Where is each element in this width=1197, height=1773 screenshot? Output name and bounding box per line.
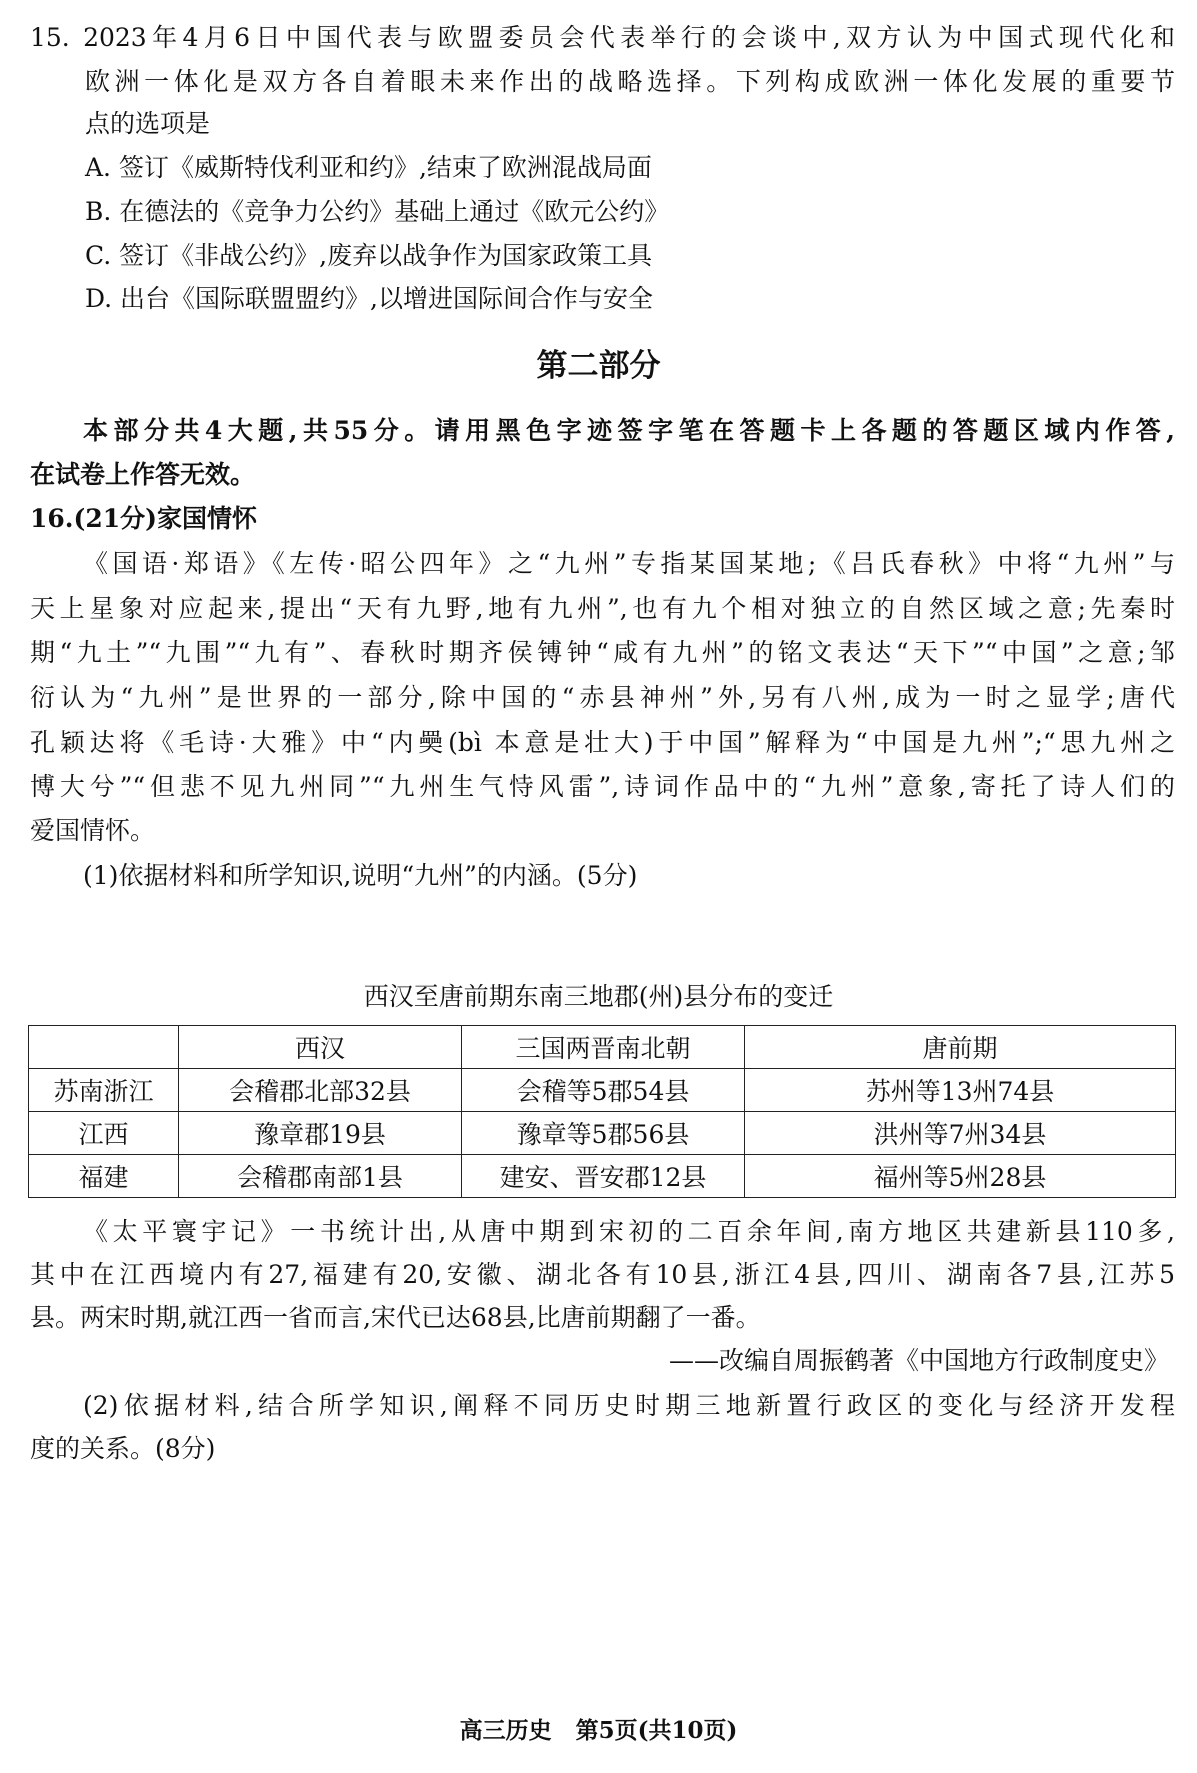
q16-sub2-line-2: 度的关系。(8分) bbox=[30, 1434, 216, 1463]
q16-sub1: (1)依据材料和所学知识,说明“九州”的内涵。(5分) bbox=[83, 861, 638, 890]
table-cell: 会稽等5郡54县 bbox=[462, 1069, 745, 1112]
table-cell: 会稽郡南部1县 bbox=[179, 1155, 462, 1198]
q16-material1-line-3: 期“九土”“九围”“九有”、春秋时期齐侯镈钟“咸有九州”的铭文表达“天下”“中国”之意;邹 bbox=[30, 638, 1175, 667]
material-source-citation: ——改编自周振鹤著《中国地方行政制度史》 bbox=[668, 1346, 1169, 1375]
q16-material1-line-6: 博大兮”“但悲不见九州同”“九州生气恃风雷”,诗词作品中的“九州”意象,寄托了诗人们的 bbox=[30, 772, 1175, 801]
county-distribution-table bbox=[28, 1025, 1176, 1198]
table-header-row bbox=[29, 1026, 1176, 1069]
q16-material2-line-3: 县。两宋时期,就江西一省而言,宋代已达68县,比唐前期翻了一番。 bbox=[30, 1303, 761, 1332]
table-cell: 苏南浙江 bbox=[29, 1069, 179, 1112]
q15-option-c: C. 签订《非战公约》,废弃以战争作为国家政策工具 bbox=[85, 241, 653, 270]
table-cell: 洪州等7州34县 bbox=[745, 1112, 1176, 1155]
q16-material2-line-2: 其中在江西境内有27,福建有20,安徽、湖北各有10县,浙江4县,四川、湖南各7县,江苏5 bbox=[30, 1260, 1175, 1289]
part2-instructions-line-2: 在试卷上作答无效。 bbox=[30, 460, 256, 489]
q15-option-d: D. 出台《国际联盟盟约》,以增进国际间合作与安全 bbox=[85, 284, 653, 313]
q16-material2-line-1: 《太平寰宇记》一书统计出,从唐中期到宋初的二百余年间,南方地区共建新县110多, bbox=[83, 1217, 1175, 1246]
q16-material1-line-7: 爱国情怀。 bbox=[30, 816, 156, 845]
table-caption: 西汉至唐前期东南三地郡(州)县分布的变迁 bbox=[363, 982, 834, 1011]
table-cell: 建安、晋安郡12县 bbox=[462, 1155, 745, 1198]
table-cell: 豫章等5郡56县 bbox=[462, 1112, 745, 1155]
page-footer: 高三历史 第5页(共10页) bbox=[459, 1717, 738, 1744]
q16-material1-line-2: 天上星象对应起来,提出“天有九野,地有九州”,也有九个相对独立的自然区域之意;先秦时 bbox=[30, 594, 1175, 623]
table-row bbox=[29, 1069, 1176, 1112]
table-row bbox=[29, 1112, 1176, 1155]
table-cell: 福建 bbox=[29, 1155, 179, 1198]
q15-stem-line-1: 15. 2023年4月6日中国代表与欧盟委员会代表举行的会谈中,双方认为中国式现代化和 bbox=[30, 23, 1175, 52]
table-cell: 豫章郡19县 bbox=[179, 1112, 462, 1155]
q15-stem-line-3: 点的选项是 bbox=[85, 109, 211, 138]
table-cell: 会稽郡北部32县 bbox=[179, 1069, 462, 1112]
part2-title: 第二部分 bbox=[536, 348, 661, 384]
q16-material1-line-4: 衍认为“九州”是世界的一部分,除中国的“赤县神州”外,另有八州,成为一时之显学;唐代 bbox=[30, 683, 1175, 712]
table-row bbox=[29, 1155, 1176, 1198]
q15-option-b: B. 在德法的《竞争力公约》基础上通过《欧元公约》 bbox=[85, 197, 670, 226]
q15-stem-line-2: 欧洲一体化是双方各自着眼未来作出的战略选择。下列构成欧洲一体化发展的重要节 bbox=[85, 67, 1175, 96]
part2-instructions-line-1: 本部分共4大题,共55分。请用黑色字迹签字笔在答题卡上各题的答题区域内作答, bbox=[83, 416, 1175, 445]
table-cell: 福州等5州28县 bbox=[745, 1155, 1176, 1198]
q16-heading: 16.(21分)家国情怀 bbox=[30, 504, 257, 533]
table-header-three-kingdoms: 三国两晋南北朝 bbox=[462, 1026, 745, 1069]
q16-sub2-line-1: (2)依据材料,结合所学知识,阐释不同历史时期三地新置行政区的变化与经济开发程 bbox=[83, 1391, 1175, 1420]
table-header-early-tang: 唐前期 bbox=[745, 1026, 1176, 1069]
q16-material1-line-5: 孔颖达将《毛诗·大雅》中“内奰(bì 本意是壮大)于中国”解释为“中国是九州”;“思九州之 bbox=[30, 728, 1175, 757]
table-header-western-han: 西汉 bbox=[179, 1026, 462, 1069]
table-cell: 苏州等13州74县 bbox=[745, 1069, 1176, 1112]
table-cell: 江西 bbox=[29, 1112, 179, 1155]
q15-option-a: A. 签订《威斯特伐利亚和约》,结束了欧洲混战局面 bbox=[85, 153, 652, 182]
table-header-corner bbox=[29, 1026, 179, 1069]
q16-material1-line-1: 《国语·郑语》《左传·昭公四年》之“九州”专指某国某地;《吕氏春秋》中将“九州”与 bbox=[83, 549, 1175, 578]
